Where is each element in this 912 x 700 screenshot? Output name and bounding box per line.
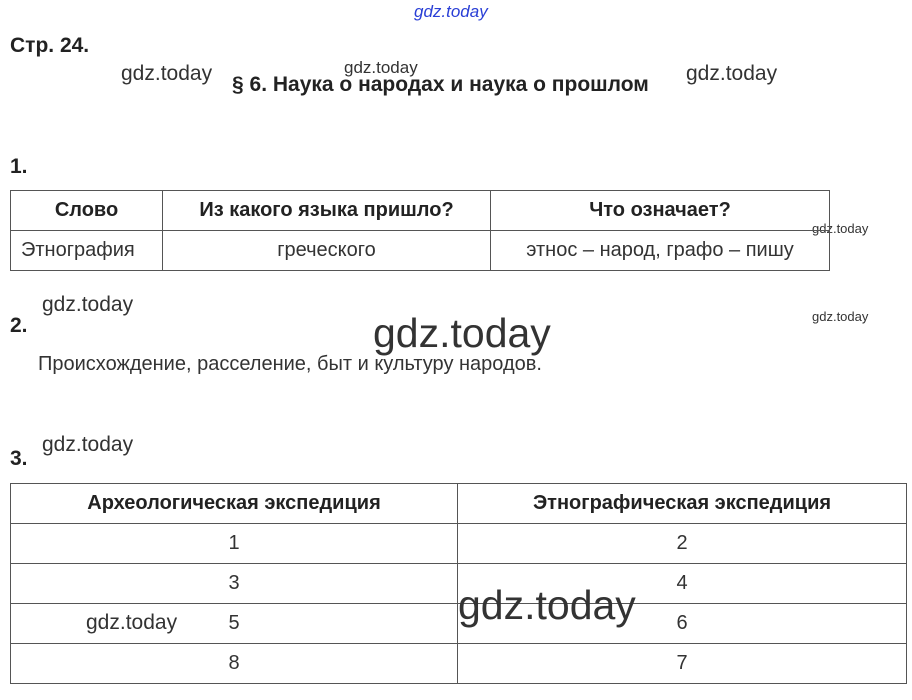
- table-cell: 7: [458, 644, 907, 684]
- watermark-top: gdz.today: [414, 2, 488, 21]
- watermark: gdz.today: [458, 582, 636, 628]
- watermark: gdz.today: [121, 62, 213, 85]
- table-cell: 5: [11, 604, 458, 644]
- watermark: gdz.today: [42, 433, 134, 456]
- word-origin-table: [10, 190, 830, 271]
- task-2-answer: Происхождение, расселение, быт и культуру народов.: [38, 353, 542, 375]
- page-number: Стр. 24.: [10, 34, 90, 57]
- watermark: gdz.today: [812, 309, 869, 324]
- table-cell: 1: [11, 524, 458, 564]
- watermark: gdz.today: [42, 293, 134, 316]
- task-1-number: 1.: [10, 155, 28, 178]
- column-header: Из какого языка пришло?: [163, 191, 491, 231]
- watermark: gdz.today: [812, 221, 869, 236]
- table-cell: Этнография: [11, 231, 163, 271]
- task-3-number: 3.: [10, 447, 28, 470]
- column-header: Слово: [11, 191, 163, 231]
- table-cell: греческого: [163, 231, 491, 271]
- table-cell: этнос – народ, графо – пишу: [491, 231, 830, 271]
- table-cell: 8: [11, 644, 458, 684]
- table-row: [11, 524, 907, 564]
- table-header-row: [11, 191, 830, 231]
- column-header: Что означает?: [491, 191, 830, 231]
- table-cell: 4: [458, 564, 907, 604]
- table-cell: 6: [458, 604, 907, 644]
- table-row: [11, 231, 830, 271]
- column-header: Археологическая экспедиция: [11, 484, 458, 524]
- table-cell: 3: [11, 564, 458, 604]
- table-row: [11, 644, 907, 684]
- watermark: gdz.today: [344, 58, 418, 77]
- watermark: gdz.today: [373, 310, 551, 356]
- table-header-row: [11, 484, 907, 524]
- section-title: § 6. Наука о народах и наука о прошлом: [232, 73, 649, 96]
- watermark: gdz.today: [86, 611, 178, 634]
- task-2-number: 2.: [10, 314, 28, 337]
- watermark: gdz.today: [686, 62, 778, 85]
- column-header: Этнографическая экспедиция: [458, 484, 907, 524]
- table-cell: 2: [458, 524, 907, 564]
